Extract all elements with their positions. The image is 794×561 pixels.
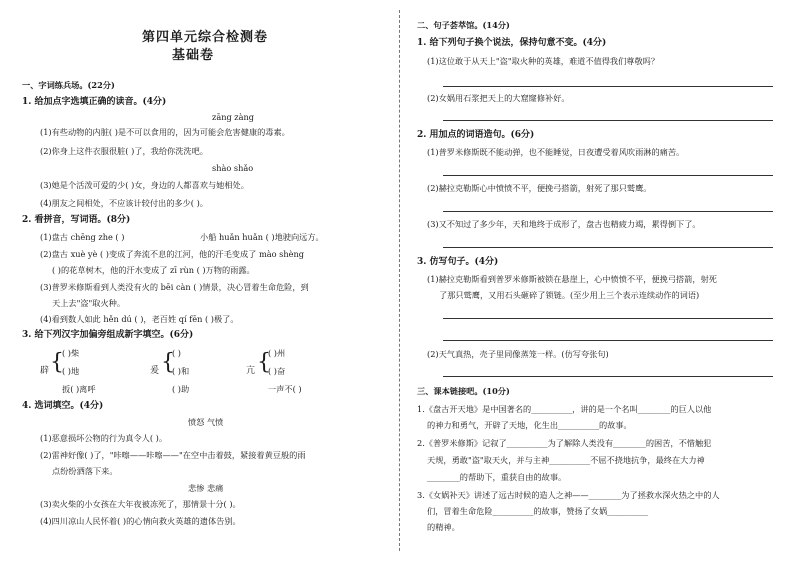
q4-item-3: (3)卖火柴的小女孩在大年夜被冻死了，那情景十分( )。 — [40, 499, 241, 509]
r-q5-line-2: 天规，勇敢"盗"取天火，并与主神__________不屈不挠地抗争，最终在大力神 — [427, 455, 705, 465]
answer-line[interactable] — [443, 318, 773, 319]
r-q6-line-2: 们，冒着生命危险__________的故事，赞扬了女娲__________ — [427, 506, 649, 516]
r-question-3: 3. 仿写句子。(4分) — [417, 257, 499, 267]
q4-item-2: (2)雷神好像( )了，"咔嚓——咔嚓——"在空中击着鼓，紧接着黄豆般的雨 — [40, 450, 306, 460]
r-q6-line-3: 的精神。 — [427, 522, 460, 532]
answer-line[interactable] — [443, 340, 773, 341]
q3-r3-c2: ( )助 — [172, 384, 190, 394]
section-2-heading: 二、句子荟萃馆。(14分) — [417, 20, 510, 30]
q3-char-3: 亢 — [246, 366, 256, 376]
question-4: 4. 选词填空。(4分) — [22, 401, 104, 411]
word-choice-2: 悲惨 悲痛 — [188, 483, 224, 493]
r-q2-item-2: (2)赫拉克勒斯心中愤愤不平，便挽弓搭箭，射死了那只鹫鹰。 — [427, 183, 652, 193]
q3-char-2: 爰 — [150, 366, 160, 376]
q2-item-3: (3)普罗米修斯看到人类没有火的 bēi càn ( )情景，决心冒着生命危险，到 — [40, 282, 309, 292]
r-q5-line-1: 2.《普罗米修斯》记叙了__________为了解除人类没有________的困苦，不惜触犯 — [417, 438, 712, 448]
q3-r1-c1: ( )柴 — [62, 348, 80, 358]
section-1-heading: 一、字词练兵场。(22分) — [22, 80, 115, 90]
answer-line[interactable] — [443, 120, 773, 121]
q2-item-3-cont: 天上去"盗"取火种。 — [52, 298, 126, 308]
q2-item-1b: 小船 huǎn huǎn ( )地驶向远方。 — [200, 232, 324, 242]
column-divider — [399, 10, 400, 551]
pinyin-2: shào shǎo — [212, 163, 254, 173]
answer-line[interactable] — [443, 211, 773, 212]
q3-r2-c1: ( )地 — [62, 366, 80, 376]
q2-item-2-cont: ( )的花草树木，他的汗水变成了 zī rùn ( )万物的雨露。 — [52, 265, 255, 275]
question-2: 2. 看拼音，写词语。(8分) — [22, 215, 131, 225]
q3-r3-c3: 一声不( ) — [268, 384, 302, 394]
q1-item-3: (3)她是个活泼可爱的少( )女，身边的人都喜欢与她相处。 — [40, 180, 249, 190]
q2-item-2: (2)盘古 xuè yè ( )变成了奔流不息的江河，他的汗毛变成了 mào shèng — [40, 249, 304, 259]
q1-item-2: (2)你身上这件衣服很脏( )了，我给你洗洗吧。 — [40, 146, 208, 156]
r-question-2: 2. 用加点的词语造句。(6分) — [417, 130, 535, 140]
q3-r2-c2: ( )和 — [172, 366, 190, 376]
question-1: 1. 给加点字选填正确的读音。(4分) — [22, 97, 167, 107]
r-q5-line-3: ________的帮助下，重获自由的故事。 — [427, 472, 567, 482]
brace-3: { — [257, 350, 271, 375]
q4-item-2-cont: 点纷纷洒落下来。 — [52, 466, 118, 476]
answer-line[interactable] — [443, 175, 773, 176]
answer-line[interactable] — [443, 86, 773, 87]
q2-item-4: (4)看到数人如此 hěn dú ( )，老百姓 qí fēn ( )极了。 — [40, 314, 239, 324]
q1-item-4: (4)朋友之间相处，不应该计较付出的多少( )。 — [40, 198, 208, 208]
r-q3-item-1: (1)赫拉克勒斯看到普罗米修斯被锁在悬崖上，心中愤愤不平，便挽弓搭箭，射死 — [427, 274, 717, 284]
q3-r2-c3: ( )奋 — [268, 366, 286, 376]
right-column — [403, 0, 794, 561]
page-title: 第四单元综合检测卷 — [142, 30, 269, 45]
r-question-1: 1. 给下列句子换个说法，保持句意不变。(4分) — [417, 38, 607, 48]
answer-line[interactable] — [443, 247, 773, 248]
r-q1-item-1: (1)这位敢于从天上"盗"取火种的英雄，难道不值得我们尊敬吗？ — [427, 56, 660, 66]
word-choice-1: 愤怒 气愤 — [188, 417, 224, 427]
r-q4-line-2: 的神力和勇气，开辟了天地，化生出__________的故事。 — [427, 420, 632, 430]
q3-char-1: 辟 — [40, 366, 50, 376]
r-q3-item-1-cont: 了那只鹫鹰，又用石头砸碎了锁链。(至少用上三个表示连续动作的词语) — [439, 290, 700, 300]
brace-2: { — [161, 350, 175, 375]
pinyin-1: zāng zàng — [212, 112, 255, 122]
q1-item-1: (1)有些动物的内脏( )是不可以食用的，因为可能会危害健康的毒素。 — [40, 127, 290, 137]
r-q4-line-1: 1.《盘古开天地》是中国著名的__________，讲的是一个名叫________的巨人以他 — [417, 404, 712, 414]
question-3: 3. 给下列汉字加偏旁组成新字填空。(6分) — [22, 330, 194, 340]
r-q2-item-1: (1)普罗米修斯既不能动弹，也不能睡觉，日夜遭受着风吹雨淋的痛苦。 — [427, 147, 685, 157]
section-3-heading: 三、课本链接吧。(10分) — [417, 386, 510, 396]
r-q3-item-2: (2)天气真热，壳子里同像蒸笼一样。(仿写夸张句) — [427, 349, 609, 359]
brace-1: { — [50, 350, 64, 375]
q4-item-4: (4)四川凉山人民怀着( )的心情向救火英雄的遗体告别。 — [40, 516, 241, 526]
r-q6-line-1: 3.《女娲补天》讲述了远古时候的造人之神——________为了拯救水深火热之中的人 — [417, 490, 720, 500]
r-q1-item-2: (2)女娲用石浆把天上的大窟窿修补好。 — [427, 93, 570, 103]
page-subtitle: 基础卷 — [172, 48, 215, 63]
q3-r1-c3: ( )州 — [268, 348, 286, 358]
q3-r1-c2: ( ) — [172, 348, 181, 358]
q3-r3-c1: 扳( )离呼 — [62, 384, 96, 394]
q4-item-1: (1)恶意损坏公物的行为真令人( )。 — [40, 433, 168, 443]
q2-item-1a: (1)盘古 chēng zhe ( ) — [40, 232, 125, 242]
r-q2-item-3: (3)又不知过了多少年，天和地终于成形了，盘古也精疲力竭，累得倒下了。 — [427, 219, 701, 229]
answer-line[interactable] — [443, 376, 773, 377]
